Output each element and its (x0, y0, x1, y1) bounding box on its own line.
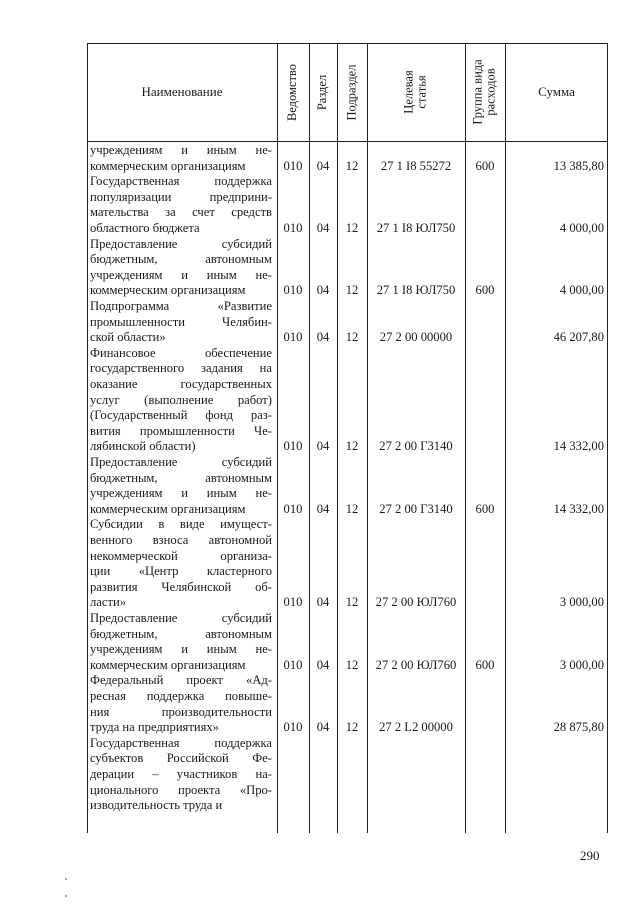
header-podrazdel (337, 43, 367, 141)
celevaya-cell: 27 2 00 ЮЛ760 (375, 657, 457, 672)
summa-cell: 14 332,00 (553, 439, 604, 454)
page-number: 290 (580, 848, 600, 863)
description-line: ции «Центр кластерного (90, 564, 272, 579)
header-celevaya (367, 43, 465, 141)
summa-cell: 28 875,80 (553, 720, 604, 735)
row-description (90, 174, 272, 236)
celevaya-cell: 27 1 I8 ЮЛ750 (376, 283, 456, 298)
vedomstvo-cell: 010 (283, 501, 303, 516)
header-gruppa-line1: Группа вида (471, 59, 486, 125)
row-description (90, 237, 272, 299)
description-line: субъектов Российской Фе- (90, 751, 272, 766)
podrazdel-cell: 12 (345, 439, 359, 454)
description-line: труда на предприятиях» (90, 720, 219, 735)
row-description (90, 517, 272, 611)
header-vedomstvo-label: Ведомство (285, 63, 300, 121)
description-line: учреждениям и иным не- (90, 267, 272, 282)
description-line: бюджетным, автономным (90, 470, 272, 485)
row-description (90, 455, 272, 517)
header-bottom-border (87, 141, 608, 142)
row-description (90, 299, 272, 346)
celevaya-cell: 27 1 I8 55272 (380, 158, 452, 173)
celevaya-cell: 27 2 00 ЮЛ760 (375, 595, 457, 610)
description-line: услуг (выполнение работ) (90, 392, 272, 407)
vedomstvo-cell: 010 (283, 283, 303, 298)
celevaya-cell: 27 2 00 00000 (379, 330, 453, 345)
header-gruppa-label (472, 59, 498, 124)
description-line: ской области» (90, 330, 166, 345)
header-gruppa-line2: расходов (484, 68, 499, 116)
gruppa-cell: 600 (475, 158, 495, 173)
razdel-cell: 04 (316, 439, 330, 454)
description-line: Финансовое обеспечение (90, 345, 272, 360)
description-line: областного бюджета (90, 220, 200, 235)
description-line: коммерческим организациям (90, 501, 246, 516)
header-summa: Сумма (538, 84, 575, 99)
description-line: лябинской области) (90, 439, 196, 454)
scan-speck (65, 895, 67, 897)
description-line: коммерческим организациям (90, 283, 246, 298)
description-line: (Государственный фонд раз- (90, 408, 272, 423)
summa-cell: 3 000,00 (559, 657, 604, 672)
header-podrazdel-label: Подраздел (344, 64, 359, 120)
scan-speck (65, 878, 67, 880)
podrazdel-cell: 12 (345, 720, 359, 735)
podrazdel-cell: 12 (345, 221, 359, 235)
vedomstvo-cell: 010 (283, 595, 303, 610)
description-line: ресная поддержка повыше- (90, 688, 272, 703)
description-line: Государственная поддержка (90, 735, 272, 750)
description-line: государственного задания на (90, 361, 272, 376)
description-line: Предоставление субсидий (90, 236, 272, 251)
description-line: дерации – участников на- (90, 766, 272, 781)
description-line: венного взноса автономной (90, 532, 272, 547)
vedomstvo-cell: 010 (283, 221, 303, 235)
description-line: развития Челябинской об- (90, 579, 272, 594)
row-description (90, 611, 272, 673)
summa-cell: 3 000,00 (559, 595, 604, 610)
header-celevaya-line1: Целевая (402, 70, 416, 114)
podrazdel-cell: 12 (345, 657, 359, 672)
razdel-cell: 04 (316, 720, 330, 735)
razdel-cell: 04 (316, 158, 330, 173)
description-line: учреждениям и иным не- (90, 642, 272, 657)
row-description (90, 736, 272, 814)
gruppa-cell: 600 (475, 657, 495, 672)
header-gruppa (465, 43, 505, 141)
description-line: Предоставление субсидий (90, 455, 272, 469)
table-left-border (87, 43, 88, 833)
celevaya-cell: 27 2 00 Г3140 (379, 501, 453, 516)
razdel-cell: 04 (316, 501, 330, 516)
description-line: ласти» (90, 595, 127, 610)
budget-table (87, 43, 608, 833)
summa-cell: 14 332,00 (553, 501, 604, 516)
podrazdel-cell: 12 (345, 283, 359, 298)
summa-cell: 4 000,00 (559, 283, 604, 298)
description-line: промышленности Челябин- (90, 314, 272, 329)
description-line: коммерческим организациям (90, 158, 246, 173)
description-line: бюджетным, автономным (90, 252, 272, 267)
description-line: Государственная поддержка (90, 174, 272, 189)
description-line: ционального проекта «Про- (90, 782, 272, 797)
gruppa-cell: 600 (475, 283, 495, 298)
row-description (90, 673, 272, 735)
razdel-cell: 04 (316, 595, 330, 610)
razdel-cell: 04 (316, 657, 330, 672)
description-line: изводительность труда и (90, 798, 223, 813)
razdel-cell: 04 (316, 330, 330, 345)
header-celevaya-label (403, 70, 429, 113)
description-line: мательства за счет средств (90, 205, 272, 220)
podrazdel-cell: 12 (345, 330, 359, 345)
header-razdel (309, 43, 337, 141)
description-line: учреждениям и иным не- (90, 486, 272, 501)
table-right-border (607, 43, 608, 833)
description-line: бюджетным, автономным (90, 626, 272, 641)
header-name: Наименование (141, 84, 223, 99)
row-description (90, 346, 272, 455)
celevaya-cell: 27 2 00 Г3140 (379, 439, 453, 454)
gruppa-cell: 600 (475, 501, 495, 516)
description-line: ния производительности (90, 704, 272, 719)
description-line: оказание государственных (90, 376, 272, 391)
celevaya-cell: 27 2 L2 00000 (379, 720, 453, 735)
header-razdel-label: Раздел (315, 74, 330, 110)
row-description (90, 143, 272, 174)
vedomstvo-cell: 010 (283, 330, 303, 345)
summa-cell: 46 207,80 (553, 330, 604, 345)
summa-cell: 13 385,80 (553, 158, 604, 173)
podrazdel-cell: 12 (345, 501, 359, 516)
header-celevaya-line2: статья (415, 75, 429, 109)
vedomstvo-cell: 010 (283, 657, 303, 672)
description-line: Федеральный проект «Ад- (90, 673, 272, 688)
description-line: учреждениям и иным не- (90, 143, 272, 157)
vedomstvo-cell: 010 (283, 439, 303, 454)
description-line: популяризации предприни- (90, 189, 272, 204)
celevaya-cell: 27 1 I8 ЮЛ750 (376, 221, 456, 235)
description-line: вития промышленности Че- (90, 423, 272, 438)
description-line: Предоставление субсидий (90, 611, 272, 625)
header-vedomstvo (277, 43, 309, 141)
description-line: Подпрограмма «Развитие (90, 299, 272, 313)
razdel-cell: 04 (316, 283, 330, 298)
vedomstvo-cell: 010 (283, 158, 303, 173)
podrazdel-cell: 12 (345, 595, 359, 610)
podrazdel-cell: 12 (345, 158, 359, 173)
description-line: некоммерческой организа- (90, 548, 272, 563)
vedomstvo-cell: 010 (283, 720, 303, 735)
razdel-cell: 04 (316, 221, 330, 235)
description-line: коммерческим организациям (90, 657, 246, 672)
description-line: Субсидии в виде имущест- (90, 517, 272, 532)
summa-cell: 4 000,00 (559, 221, 604, 235)
